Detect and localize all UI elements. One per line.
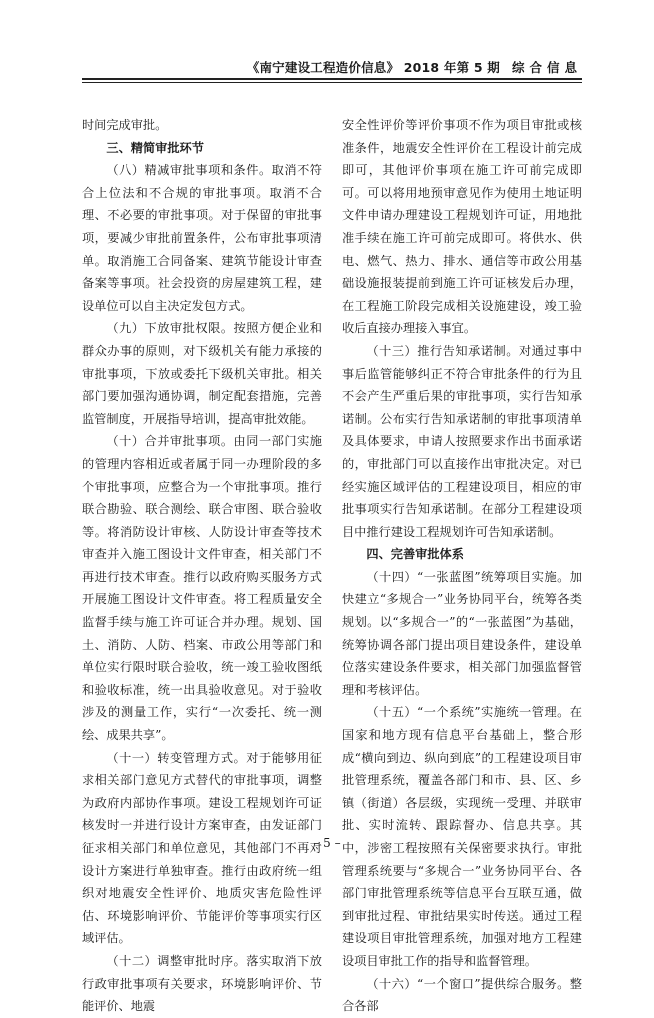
journal-title: 《南宁建设工程造价信息》 2018 年第 5 期	[246, 60, 500, 75]
paragraph: （十二）调整审批时序。落实取消下放行政审批事项有关要求，环境影响评价、节能评价、地震	[82, 953, 322, 1014]
paragraph: （十五）“一个系统”实施统一管理。在国家和地方现有信息平台基础上，整合形成“横向到边、纵向到底”的工程建设项目审批管理系统，覆盖各部门和市、县、区、乡镇（街道）各层级，实现统一受理、并联审批、实时流转、跟踪督办、信息共享。其中，涉密工程按照有关保密要求执行。审批管理系统要与“多规合一”业务协同平台、各部门审批管理系统等信息平台互联互通，做到审批过程、审批结果实时传送。通过工程建设项目审批管理系统，加强对地方工程建设项目审批工作的指导和监督管理。	[342, 705, 582, 968]
header-rule-thin	[82, 82, 582, 83]
header-rule-thick	[82, 78, 582, 80]
right-column	[342, 114, 582, 1018]
page-number: – 5 –	[313, 836, 341, 850]
paragraph: （十三）推行告知承诺制。对通过事中事后监管能够纠正不符合审批条件的行为且不会产生严重后果的审批事项，实行告知承诺制。公布实行告知承诺制的审批事项清单及具体要求，申请人按照要求作出书面承诺的，审批部门可以直接作出审批决定。对已经实施区域评估的工程建设项目，相应的审批事项实行告知承诺制。在部分工程建设项目中推行建设工程规划许可告知承诺制。	[342, 343, 582, 539]
paragraph: （十一）转变管理方式。对于能够用征求相关部门意见方式替代的审批事项，调整为政府内部协作事项。建设工程规划许可证核发时一并进行设计方案审查，由发证部门征求相关部门和单位意见，其他部门不再对设计方案进行单独审查。推行由政府统一组织对地震安全性评价、地质灾害危险性评估、环境影响评价、节能评价等事项实行区域评估。	[82, 750, 322, 946]
paragraph: （八）精减审批事项和条件。取消不符合上位法和不合规的审批事项。取消不合理、不必要的审批事项。对于保留的审批事项，要减少审批前置条件，公布审批事项清单。取消施工合同备案、建筑节能设计审查备案等事项。社会投资的房屋建筑工程，建设单位可以自主决定发包方式。	[82, 163, 322, 313]
left-column	[82, 114, 322, 1018]
paragraph: （十六）“一个窗口”提供综合服务。整合各部	[342, 976, 582, 1014]
paragraph: （十）合并审批事项。由同一部门实施的管理内容相近或者属于同一办理阶段的多个审批事项，应整合为一个审批事项。推行联合勘验、联合测绘、联合审图、联合验收等。将消防设计审核、人防设计审查等技术审查并入施工图设计文件审查，相关部门不再进行技术审查。推行以政府购买服务方式开展施工图设计文件审查。将工程质量安全监督手续与施工许可证合并办理。规划、国土、消防、人防、档案、市政公用等部门和单位实行限时联合验收，统一竣工验收图纸和验收标准，统一出具验收意见。对于验收涉及的测量工作，实行“一次委托、统一测绘、成果共享”。	[82, 434, 322, 743]
section-heading: 三、精简审批环节	[106, 140, 204, 155]
paragraph: （十四）“一张蓝图”统筹项目实施。加快建立“多规合一”业务协同平台，统筹各类规划。以“多规合一”的“一张蓝图”为基础，统筹协调各部门提出项目建设条件，建设单位落实建设条件要求，相关部门加强监督管理和考核评估。	[342, 569, 582, 697]
section-heading: 四、完善审批体系	[366, 547, 464, 562]
section-label: 综合信息	[511, 60, 582, 75]
running-header	[82, 58, 582, 76]
paragraph: 安全性评价等评价事项不作为项目审批或核准条件，地震安全性评价在工程设计前完成即可，其他评价事项在施工许可前完成即可。可以将用地预审意见作为使用土地证明文件申请办理建设工程规划许可证，用地批准手续在施工许可前完成即可。将供水、供电、燃气、热力、排水、通信等市政公用基础设施报装提前到施工许可证核发后办理，在工程施工阶段完成相关设施建设，竣工验收后直接办理接入事宜。	[342, 118, 582, 336]
paragraph: （九）下放审批权限。按照方便企业和群众办事的原则，对下级机关有能力承接的审批事项，下放或委托下级机关审批。相关部门要加强沟通协调，制定配套措施，完善监管制度，开展指导培训，提高审批效能。	[82, 321, 322, 426]
paragraph: 时间完成审批。	[82, 118, 168, 132]
